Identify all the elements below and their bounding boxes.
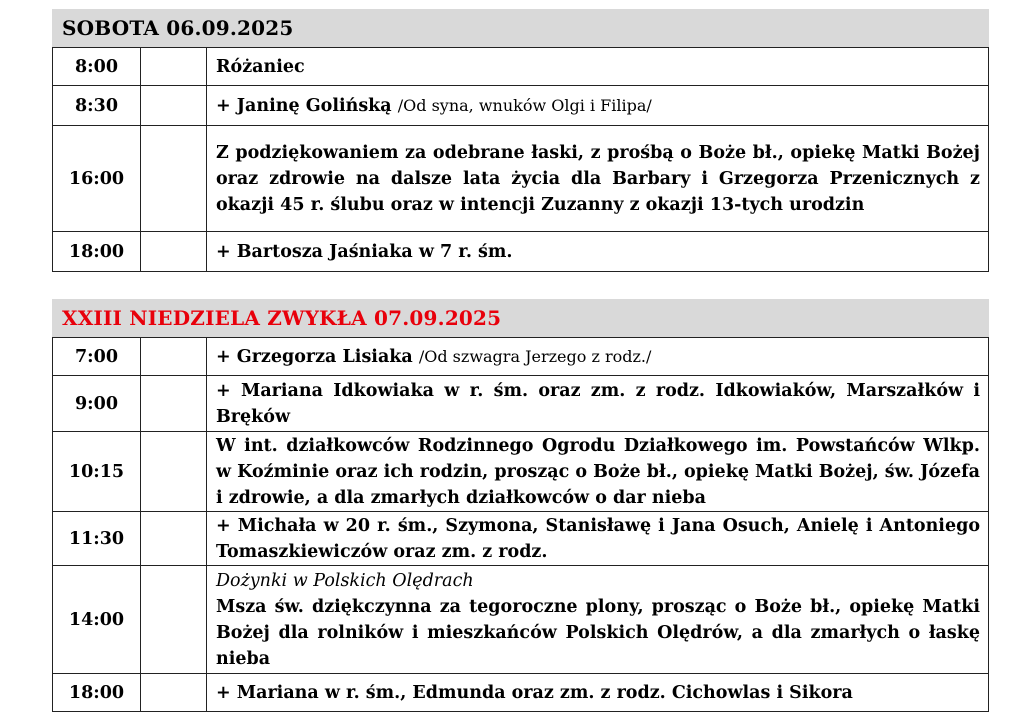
intention-cell [207,338,989,376]
mass-time: 18:00 [53,232,141,272]
mass-time: 10:15 [53,432,141,512]
sunday-header: XXIII NIEDZIELA ZWYKŁA 07.09.2025 [52,299,989,337]
table-row [53,48,989,86]
blank-cell [141,86,207,126]
blank-cell [141,338,207,376]
mass-time: 8:00 [53,48,141,86]
intention-text: Z podziękowaniem za odebrane łaski, z prośbą o Boże bł., opiekę Matki Bożej oraz zdrowie na dalsze lata życia dla Barbary i Grzegorza Przenicznych z okazji 45 r. ślubu oraz w intencji Zuzanny z okazji 13-tych urodzin [216,142,980,215]
blank-cell [141,376,207,432]
intention-cell [207,126,989,232]
blank-cell [141,512,207,566]
mass-time: 18:00 [53,674,141,712]
intention-cell [207,232,989,272]
table-row [53,86,989,126]
blank-cell [141,566,207,674]
mass-time: 14:00 [53,566,141,674]
intention-text: + Mariana Idkowiaka w r. śm. oraz zm. z rodz. Idkowiaków, Marszałków i Bręków [216,380,980,427]
intention-cell [207,376,989,432]
table-row [53,432,989,512]
intention-cell [207,432,989,512]
saturday-section [52,9,989,272]
mass-time: 16:00 [53,126,141,232]
blank-cell [141,48,207,86]
mass-time: 8:30 [53,86,141,126]
intention-text: + Janinę Golińską [216,95,398,116]
table-row [53,512,989,566]
table-row [53,232,989,272]
table-row [53,338,989,376]
mass-time: 11:30 [53,512,141,566]
blank-cell [141,432,207,512]
intention-cell [207,86,989,126]
intention-text: + Grzegorza Lisiaka [216,346,419,367]
table-row [53,126,989,232]
mass-time: 9:00 [53,376,141,432]
intention-text: Msza św. dziękczynna za tegoroczne plony, prosząc o Boże bł., opiekę Matki Bożej dla rolników i mieszkańców Polskich Olędrów, a dla zmarłych o łaskę nieba [216,596,980,669]
intention-text: + Mariana w r. śm., Edmunda oraz zm. z rodz. Cichowlas i Sikora [216,682,853,703]
sunday-table [52,337,989,712]
intention-text: + Bartosza Jaśniaka w 7 r. śm. [216,241,513,262]
table-row [53,376,989,432]
table-row [53,566,989,674]
saturday-table [52,47,989,272]
blank-cell [141,674,207,712]
mass-time: 7:00 [53,338,141,376]
event-title: Dożynki w Polskich Olędrach [216,570,474,591]
intention-note: /Od syna, wnuków Olgi i Filipa/ [397,95,652,115]
intention-cell [207,48,989,86]
blank-cell [141,232,207,272]
blank-cell [141,126,207,232]
intention-text: W int. działkowców Rodzinnego Ogrodu Działkowego im. Powstańców Wlkp. w Koźminie oraz ich rodzin, prosząc o Boże bł., opiekę Matki Bożej, św. Józefa i zdrowie, a dla zmarłych działkowców o dar nieba [216,435,980,508]
intention-note: /Od szwagra Jerzego z rodz./ [418,346,652,366]
sunday-section [52,299,989,712]
table-row [53,674,989,712]
intention-cell [207,512,989,566]
intention-text: Różaniec [216,56,305,77]
intention-text: + Michała w 20 r. śm., Szymona, Stanisławę i Jana Osuch, Anielę i Antoniego Tomaszkiewiczów oraz zm. z rodz. [216,515,980,562]
intention-cell [207,674,989,712]
saturday-header: SOBOTA 06.09.2025 [52,9,989,47]
intention-cell [207,566,989,674]
